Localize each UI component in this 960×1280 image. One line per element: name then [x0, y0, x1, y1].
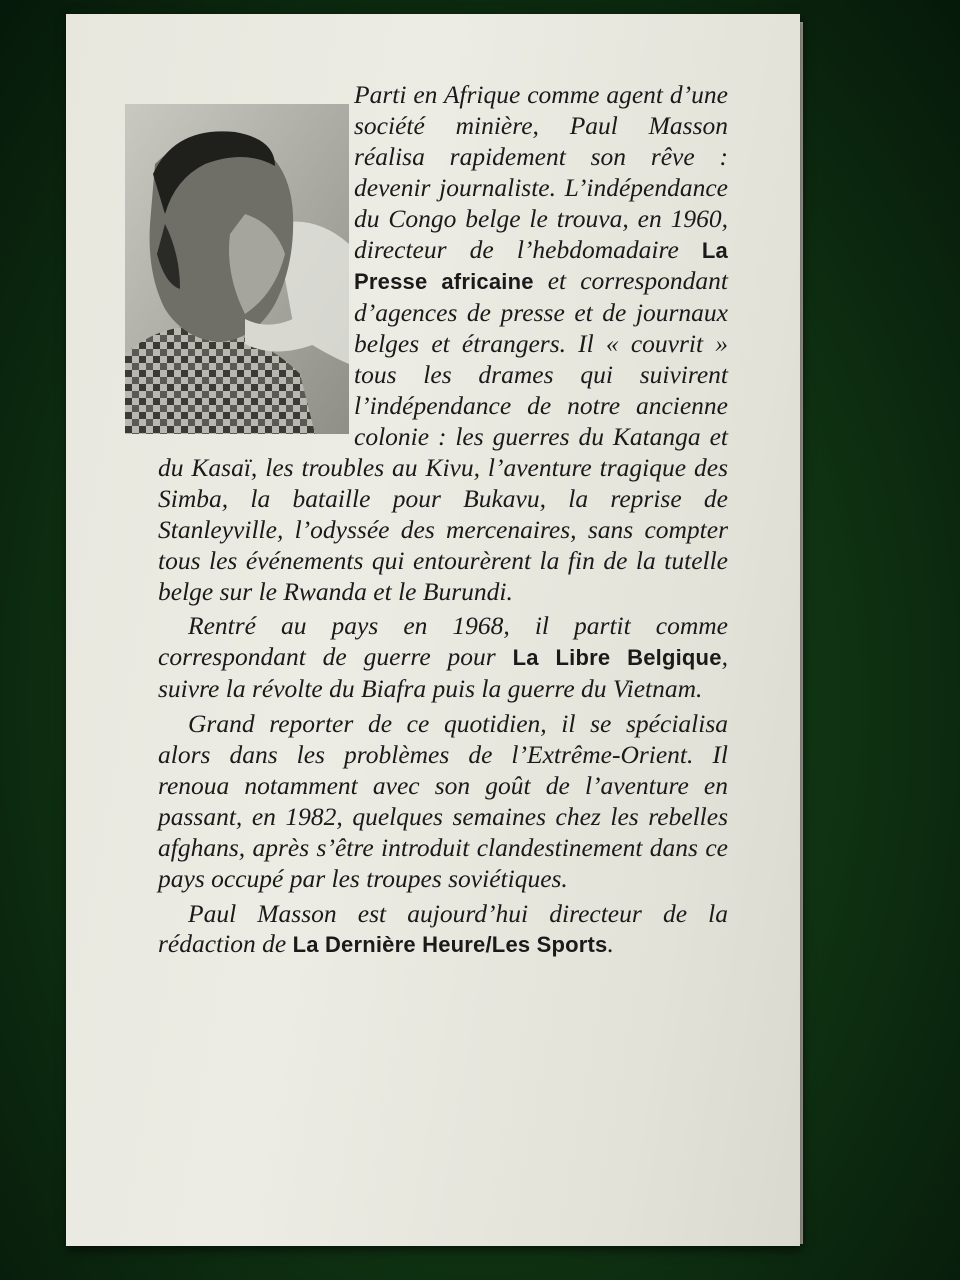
bio-text: , suivre la révolte du Biafra puis la guerre du Vietnam.	[158, 642, 729, 704]
bio-text: Parti en Afrique comme agent d’une société minière, Paul Masson réalisa rapidement son rêve : devenir journaliste. L’indépendance du Congo belge le trouva, en 1960, directeur de l’hebdomadaire	[354, 80, 728, 264]
author-biography	[158, 80, 728, 965]
publication-title: La Dernière Heure/Les Sports	[292, 932, 608, 958]
bio-paragraph-text	[158, 80, 728, 607]
bio-text: Rentré au pays en 1968, il partit comme correspondant de guerre pour	[158, 611, 728, 672]
bio-paragraph	[158, 611, 728, 705]
bio-paragraph	[158, 899, 728, 962]
bio-paragraph	[158, 80, 728, 607]
bio-text: Grand reporter de ce quotidien, il se spécialisa alors dans les problèmes de l’Extrême-Orient. Il renoua notamment avec son goût de l’aventure en passant, en 1982, quelques semaines chez les rebelles afghans, après s’être introduit clandestinement dans ce pays occupé par les troupes soviétiques.	[158, 709, 728, 893]
photo-spacer	[158, 80, 354, 436]
publication-title: La Presse africaine	[354, 237, 728, 295]
bio-text: et correspondant d’agences de presse et de journaux belges et étrangers. Il « couvrit » tous les drames qui suivirent l’indépendance de notre ancienne colonie : les guerres du Katanga et du Kasaï, les troubles au Kivu, l’aventure tragique des Simba, la bataille pour Bukavu, la reprise de Stanleyville, l’odyssée des mercenaires, sans compter tous les événements qui entourèrent la fin de la tutelle belge sur le Rwanda et le Burundi.	[158, 266, 728, 606]
bio-text: Paul Masson est aujourd’hui directeur de la rédaction de	[158, 898, 728, 959]
bio-text: .	[607, 929, 614, 959]
publication-title: La Libre Belgique	[512, 645, 722, 671]
bio-paragraph	[158, 709, 728, 894]
